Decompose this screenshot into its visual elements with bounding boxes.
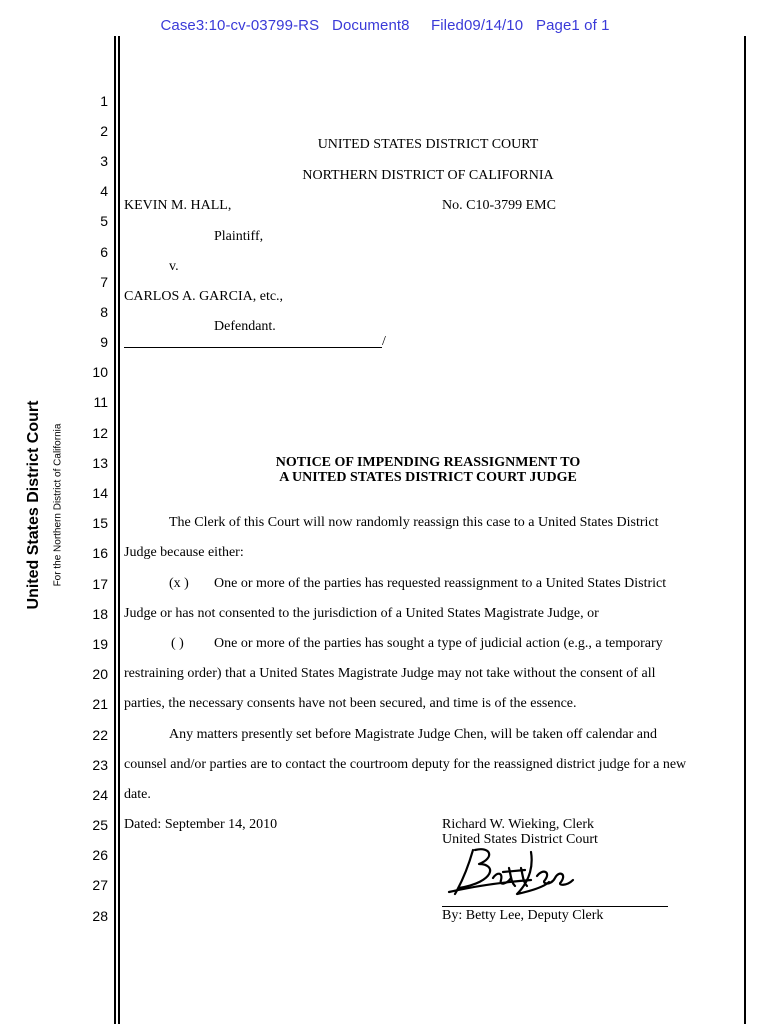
caption-slash: / — [382, 334, 386, 349]
option-2-checkbox: ( ) — [171, 636, 184, 651]
line-number: 16 — [92, 545, 108, 561]
line-number: 8 — [100, 304, 108, 320]
line-number: 13 — [92, 455, 108, 471]
plaintiff-name: KEVIN M. HALL, — [124, 198, 232, 213]
line-number: 26 — [92, 847, 108, 863]
sidebar-court-title: United States District Court — [25, 400, 42, 610]
notice-title-line1: NOTICE OF IMPENDING REASSIGNMENT TO — [275, 455, 581, 470]
line-number: 5 — [100, 213, 108, 229]
line-number: 4 — [100, 183, 108, 199]
document-number: Document8 — [332, 17, 410, 34]
case-number-caption: No. C10-3799 EMC — [442, 198, 556, 213]
line-number: 28 — [92, 908, 108, 924]
caption-rule — [124, 347, 382, 348]
line-number: 22 — [92, 727, 108, 743]
body-paragraph-1-line-1: The Clerk of this Court will now randomly reassign this case to a United States District — [169, 515, 659, 530]
option-2-line-3: parties, the necessary consents have not been secured, and time is of the essence. — [124, 696, 577, 711]
line-number: 14 — [92, 485, 108, 501]
filing-header — [0, 17, 770, 34]
sidebar-court-subtitle: For the Northern District of California — [52, 423, 64, 587]
line-number: 25 — [92, 817, 108, 833]
dated-line: Dated: September 14, 2010 — [124, 817, 278, 832]
line-number: 20 — [92, 666, 108, 682]
line-number: 17 — [92, 576, 108, 592]
pleading-rule-left-outer — [114, 36, 116, 1024]
clerk-court: United States District Court — [442, 832, 598, 847]
line-number: 2 — [100, 123, 108, 139]
court-name: UNITED STATES DISTRICT COURT — [317, 137, 539, 152]
defendant-name: CARLOS A. GARCIA, etc., — [124, 289, 284, 304]
line-number: 10 — [92, 364, 108, 380]
option-1-line-1: One or more of the parties has requested reassignment to a United States District — [214, 576, 667, 591]
body-paragraph-3-line-1: Any matters presently set before Magistrate Judge Chen, will be taken off calendar and — [169, 727, 658, 742]
line-number: 6 — [100, 244, 108, 260]
pleading-rule-right — [744, 36, 746, 1024]
line-number: 19 — [92, 636, 108, 652]
line-number: 15 — [92, 515, 108, 531]
court-district: NORTHERN DISTRICT OF CALIFORNIA — [302, 168, 554, 183]
line-number: 24 — [92, 787, 108, 803]
defendant-role: Defendant. — [214, 319, 276, 334]
filed-date: Filed09/14/10 — [430, 17, 524, 34]
pleading-rule-left-inner — [118, 36, 120, 1024]
option-1-line-2: Judge or has not consented to the jurisdiction of a United States Magistrate Judge, or — [124, 606, 599, 621]
line-number: 1 — [100, 93, 108, 109]
line-number: 3 — [100, 153, 108, 169]
option-1-checkbox: (x ) — [169, 576, 189, 591]
line-number: 7 — [100, 274, 108, 290]
line-number: 11 — [93, 394, 108, 410]
line-number: 27 — [92, 877, 108, 893]
deputy-clerk-line: By: Betty Lee, Deputy Clerk — [442, 908, 604, 923]
body-paragraph-3-line-2: counsel and/or parties are to contact the courtroom deputy for the reassigned district judge for a new — [124, 757, 687, 772]
line-number: 12 — [92, 425, 108, 441]
handwritten-signature — [445, 842, 575, 900]
case-number: Case3:10-cv-03799-RS — [160, 17, 320, 34]
line-number: 23 — [92, 757, 108, 773]
body-paragraph-1-line-2: Judge because either: — [124, 545, 244, 560]
option-2-line-1: One or more of the parties has sought a type of judicial action (e.g., a temporary — [214, 636, 663, 651]
clerk-name: Richard W. Wieking, Clerk — [442, 817, 594, 832]
line-number: 9 — [100, 334, 108, 350]
option-2-line-2: restraining order) that a United States Magistrate Judge may not take without the consent of all — [124, 666, 656, 681]
page-indicator: Page1 of 1 — [535, 17, 610, 34]
plaintiff-role: Plaintiff, — [214, 229, 264, 244]
line-number: 18 — [92, 606, 108, 622]
body-paragraph-3-line-3: date. — [124, 787, 151, 802]
versus: v. — [169, 259, 179, 274]
notice-title-line2: A UNITED STATES DISTRICT COURT JUDGE — [279, 470, 577, 485]
line-number: 21 — [92, 696, 108, 712]
signature-line — [442, 906, 668, 907]
